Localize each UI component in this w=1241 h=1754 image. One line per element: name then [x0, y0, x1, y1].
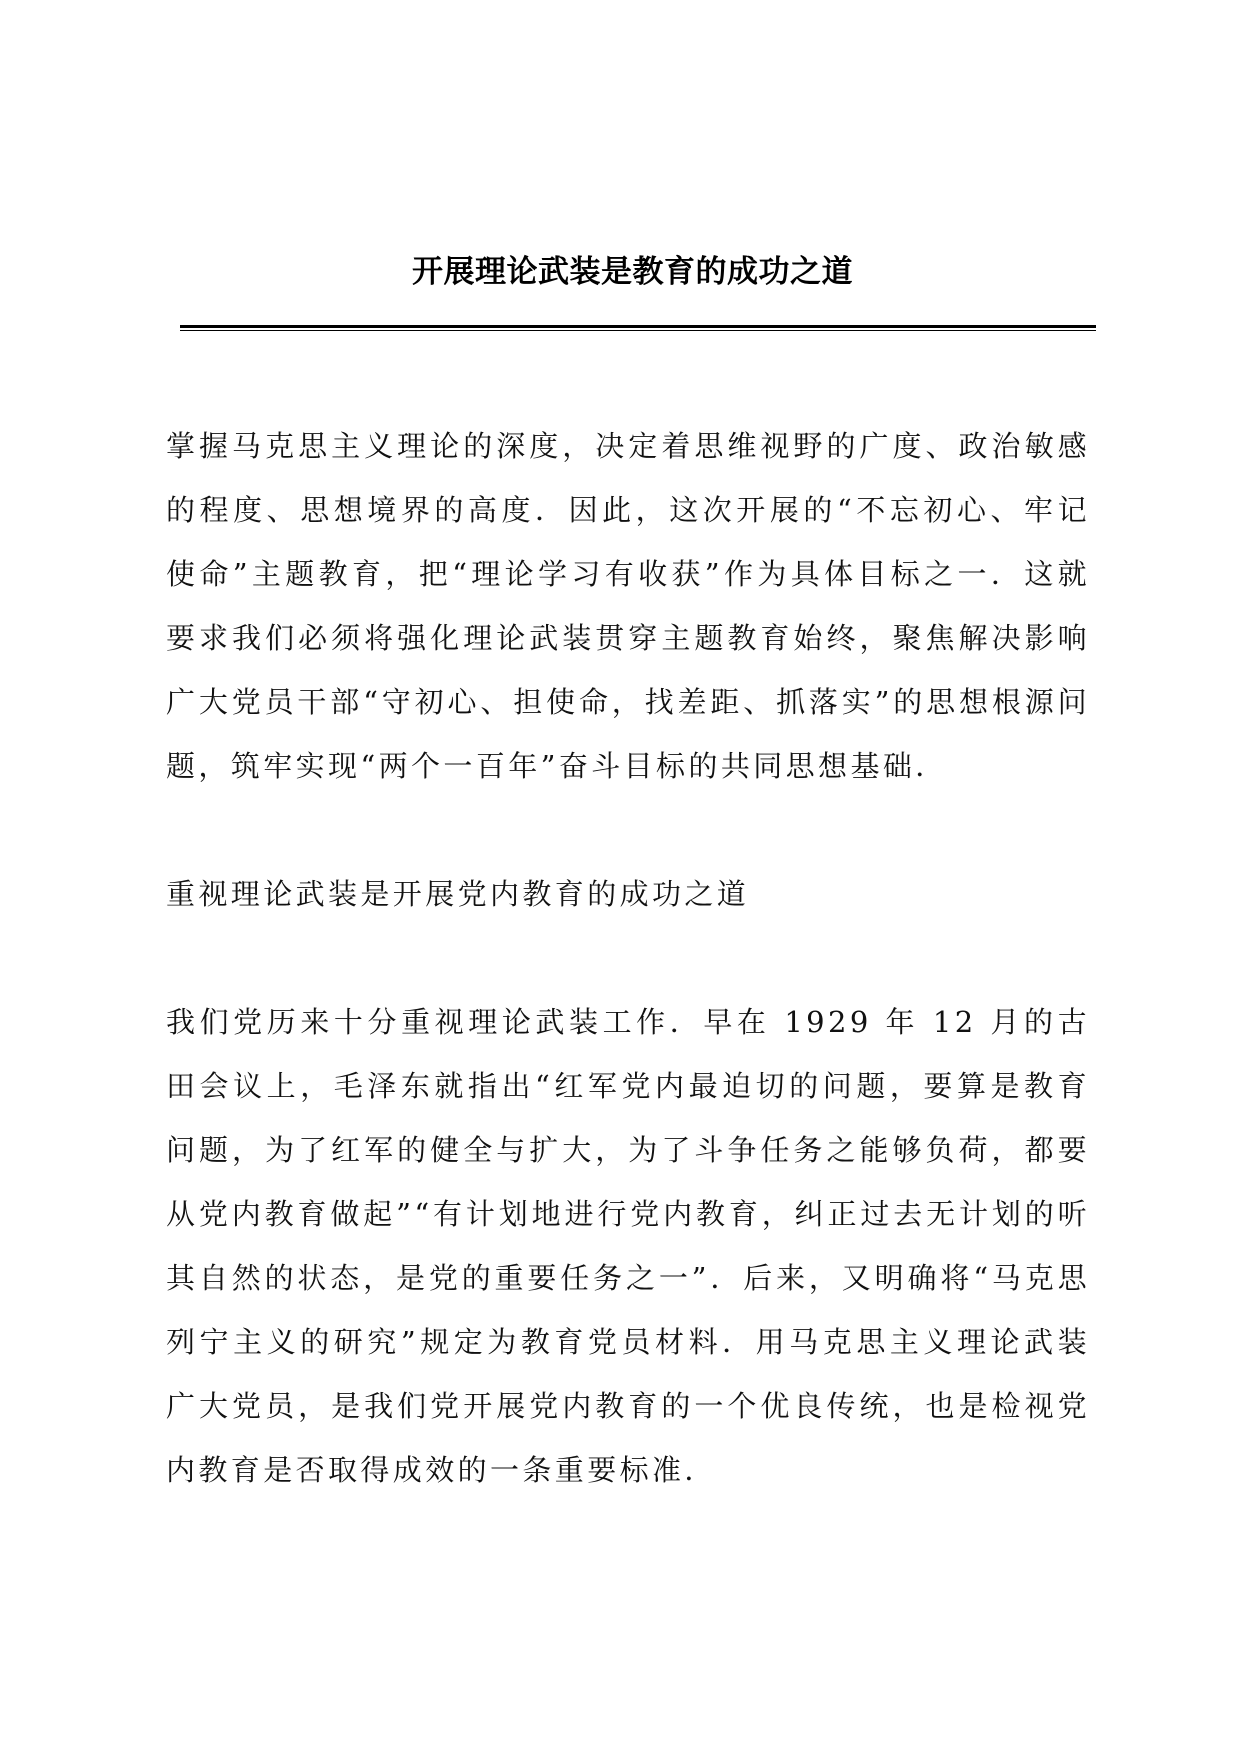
body-paragraph: 我们党历来十分重视理论武装工作．早在 1929 年 12 月的古田会议上，毛泽东就指出“红军党内最迫切的问题，要算是教育问题，为了红军的健全与扩大，为了斗争任务之能够负荷，都要从党内教育做起”“有计划地进行党内教育，纠正过去无计划的听其自然的状态，是党的重要任务之一”．后来，又明确将“马克思列宁主义的研究”规定为教育党员材料．用马克思主义理论武装广大党员，是我们党开展党内教育的一个优良传统，也是检视党内教育是否取得成效的一条重要标准． [166, 1005, 1090, 1487]
intro-paragraph: 掌握马克思主义理论的深度，决定着思维视野的广度、政治敏感的程度、思想境界的高度．因此，这次开展的“不忘初心、牢记使命”主题教育，把“理论学习有收获”作为具体目标之一．这就要求我们必须将强化理论武装贯穿主题教育始终，聚焦解决影响广大党员干部“守初心、担使命，找差距、抓落实”的思想根源问题，筑牢实现“两个一百年”奋斗目标的共同思想基础． [166, 429, 1090, 783]
document-body [166, 414, 1090, 1502]
document-title: 开展理论武装是教育的成功之道 [412, 254, 853, 290]
section-heading: 重视理论武装是开展党内教育的成功之道 [166, 877, 750, 911]
title-double-rule [180, 325, 1096, 331]
